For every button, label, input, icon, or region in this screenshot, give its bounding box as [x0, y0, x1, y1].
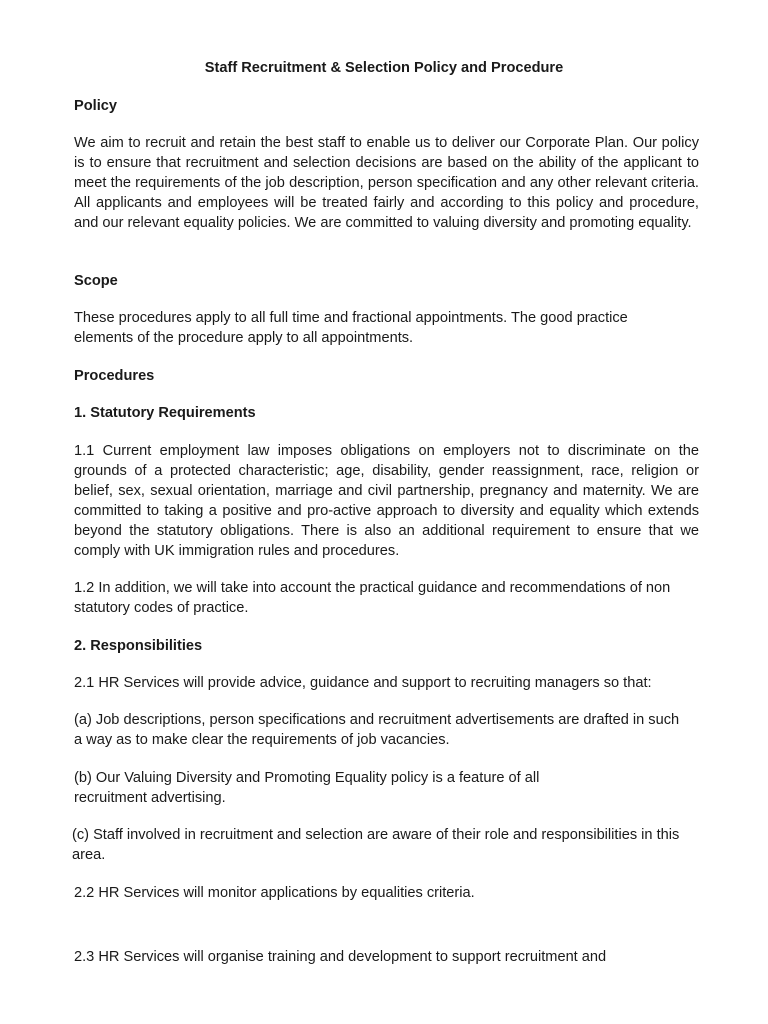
paragraph-2-1-b: (b) Our Valuing Diversity and Promoting Equality policy is a feature of all recruitment advertising.	[74, 770, 540, 806]
section-1-heading: 1. Statutory Requirements	[74, 405, 256, 421]
policy-heading: Policy	[74, 98, 117, 114]
paragraph-2-2: 2.2 HR Services will monitor applications by equalities criteria.	[74, 885, 475, 901]
scope-heading: Scope	[74, 273, 118, 289]
section-2-heading: 2. Responsibilities	[74, 638, 203, 654]
paragraph-2-3: 2.3 HR Services will organise training and development to support recruitment and	[74, 949, 607, 965]
paragraph-1-2: 1.2 In addition, we will take into account the practical guidance and recommendations of non statutory codes of practice.	[74, 580, 671, 616]
policy-text: We aim to recruit and retain the best staff to enable us to deliver our Corporate Plan. Our policy is to ensure that recruitment and selection decisions are based on the ability of the applicant to meet the requirements of the job description, person specification and any other relevant criteria. All applicants and employees will be treated fairly and according to this policy and procedure, and our relevant equality policies. We are committed to valuing diversity and promoting equality.	[74, 135, 699, 231]
paragraph-2-1-c: (c) Staff involved in recruitment and selection are aware of their role and responsibilities in this area.	[72, 827, 680, 863]
document-title: Staff Recruitment & Selection Policy and Procedure	[204, 60, 564, 76]
paragraph-1-1: 1.1 Current employment law imposes obligations on employers not to discriminate on the grounds of a protected characteristic; age, disability, gender reassignment, race, religion or belief, sex, sexual orientation, marriage and civil partnership, pregnancy and maternity. We are committed to taking a positive and pro-active approach to diversity and equality which extends beyond the statutory obligations. There is also an additional requirement to ensure that we comply with UK immigration rules and procedures.	[74, 443, 699, 559]
scope-text: These procedures apply to all full time and fractional appointments. The good practice elements of the procedure apply to all appointments.	[74, 310, 628, 346]
paragraph-2-1: 2.1 HR Services will provide advice, guidance and support to recruiting managers so that:	[74, 675, 652, 691]
paragraph-2-1-a: (a) Job descriptions, person specifications and recruitment advertisements are drafted in such a way as to make clear the requirements of job vacancies.	[74, 712, 680, 748]
procedures-heading: Procedures	[74, 368, 155, 384]
